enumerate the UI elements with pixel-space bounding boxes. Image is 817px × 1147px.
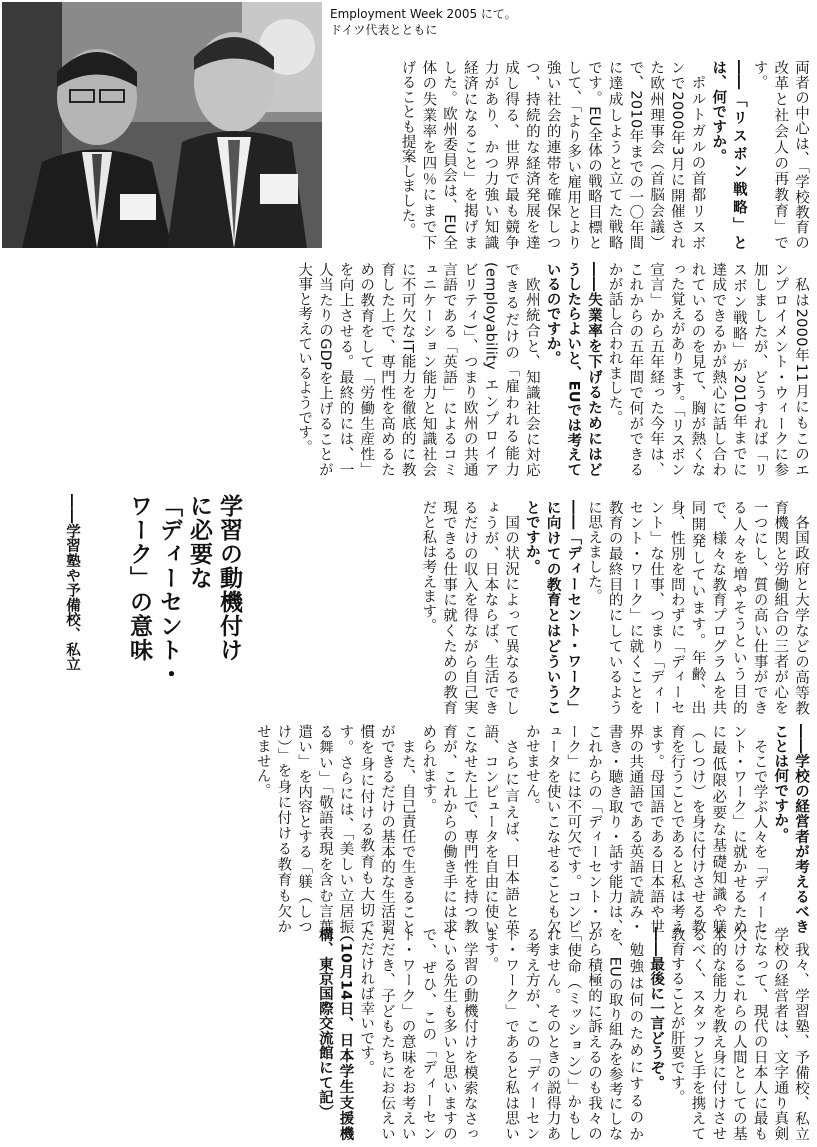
answer-paragraph: 両者の中心は、「学校教育の改革と社会人の再教育」です。	[751, 60, 809, 250]
question-heading: ――学校の経営者が考えるべきことは何ですか。	[772, 724, 809, 934]
feature-title-line: に必要な	[186, 494, 212, 590]
feature-title-line: 「ディーセント・	[156, 494, 182, 686]
answer-paragraph: 勉強は何のためにするのかを、EUの取り組みを参考にしながら積極的に訴えるのも我々の「使命（ミッション）」かもしれません。そのときの説得力ある考え方が、この「ディーセント・ワーク」であると私は思います。	[482, 927, 644, 1141]
question-heading: ――最後に一言どうぞ。	[648, 927, 665, 1090]
photo-two-men	[2, 2, 322, 248]
answer-paragraph: 欧州統合と、知識社会に対応できるだけの「雇われる能力(employability エンプロイアビリティ)」、つまり欧州の共通言語である「英語」によるコミュニケーション能力と知識社会に不可欠なIT能力を徹底的に教育した上で、専門性を高めるための教育をして「労働生産性」を向上させる。最終的には、一人当たりのGDPを上げることが大事と考えているようです。	[296, 262, 540, 477]
answer-paragraph: 国の状況によって異なるでしょうが、日本ならば、生活できるだけの収入を得ながら自己実現できる仕事に就くための教育だと私は考えます。	[420, 500, 520, 715]
question-heading: ――「リスボン戦略」とは、何ですか。	[710, 60, 747, 250]
text-row-4	[8, 724, 811, 934]
answer-paragraph: そこで学ぶ人々を「ディーセント・ワーク」に就かせるために最低限必要な基礎知識や躾（しつけ）を身に付けさせる教育を行うことであると私は考えます。母国語である日本語や世界の共通語である英語で読み・書き・聴き取り・話す能力は、これからの「ディーセント・ワーク」には不可欠です。コンピュータを使いこなせることも欠かせません。	[523, 724, 768, 934]
answer-paragraph: さらに言えば、日本語と英語、コンピュータを自由に使いこなせた上で、専門性を持つ教育が、これからの働き手には求められます。	[420, 724, 520, 934]
answer-paragraph: 私は2000年11月にもこのエンプロイメント・ウィークに参加しましたが、どうすれば「リスボン戦略」が2010年までに達成できるかが熱心に話し合われているのを見て、胸が熱くなった覚えがあります。「リスボン宣言」から五年経った今年は、これからの五年間で何ができるかが話し合われました。	[606, 262, 809, 477]
question-heading: ――失業率を下げるためにはどうしたらよいと、EUでは考えているのですか。	[544, 262, 602, 477]
question-heading: ――学習塾や予備校、私立	[64, 494, 80, 672]
answer-paragraph: また、自己責任で生きることができるだけの基本的な生活習慣を身に付ける教育も大切です。さらには、「美しい立居振る舞い」「敬語表現を含む言葉遣い」を内容とする「躾（しつけ）」を身に付ける教育も欠かせません。	[254, 724, 416, 934]
question-heading: ――「ディーセント・ワーク」に向けての教育とはどういうことですか。	[523, 500, 582, 715]
feature-title-line: 学習の動機付け	[216, 494, 242, 662]
answer-paragraph: 各国政府と大学などの高等教育機関と労働組合の三者が心を一つにし、質の高い仕事ができる人々を増やそうという目的で、様々な教育プログラムを共同開発しています。年齢、出身、性別を問わずに「ディーセント」な仕事、つまり「ディーセント・ワーク」に就くことを教育の最終目的にしているように思えました。	[585, 500, 809, 715]
photo-illustration	[2, 2, 322, 248]
text-row-2	[8, 262, 811, 477]
feature-title	[104, 494, 244, 729]
answer-paragraph: 我々、学習塾、予備校、私立学校の経営者は、文字通り真剣になって、現代の日本人に最も欠けるこれらの人間としての基本的な能力を教え身に付けさせるべく、スタッフと手を携えて教育することが肝要です。	[668, 927, 809, 1141]
text-row-3	[251, 500, 811, 715]
caption-line-2: ドイツ代表とともに	[330, 23, 438, 37]
answer-paragraph: 学習の動機付けを模索なさっている先生も多いと思いますので、ぜひ、この「ディーセント・ワーク」の意味をお考えいただき、子どもたちにお伝えいただければ幸いです。	[358, 927, 478, 1141]
text-row-1	[338, 60, 811, 250]
caption-line-1: Employment Week 2005 にて。	[330, 7, 517, 21]
answer-paragraph: ポルトガルの首都リスボンで2000年3月に開催された欧州理事会（首脳会議）で、2010年までの一〇年間に達成しようと立てた戦略です。EU全体の戦略目標として、「より多い雇用とより強い社会的連帯を確保しつつ、持続的な経済発展を達成し得る、世界で最も競争力があり、かつ力強い知識経済になること」を掲げました。欧州委員会は、EU全体の失業率を四％にまで下げることも提案しました。	[399, 60, 706, 250]
photo-caption	[330, 6, 590, 38]
text-row-5	[111, 927, 811, 1141]
intro-question	[22, 494, 82, 724]
feature-title-line: ワーク」の意味	[126, 494, 152, 662]
credit-line: （10月14日、日本学生支援機構、東京国際交流館にて記）	[316, 927, 354, 1141]
